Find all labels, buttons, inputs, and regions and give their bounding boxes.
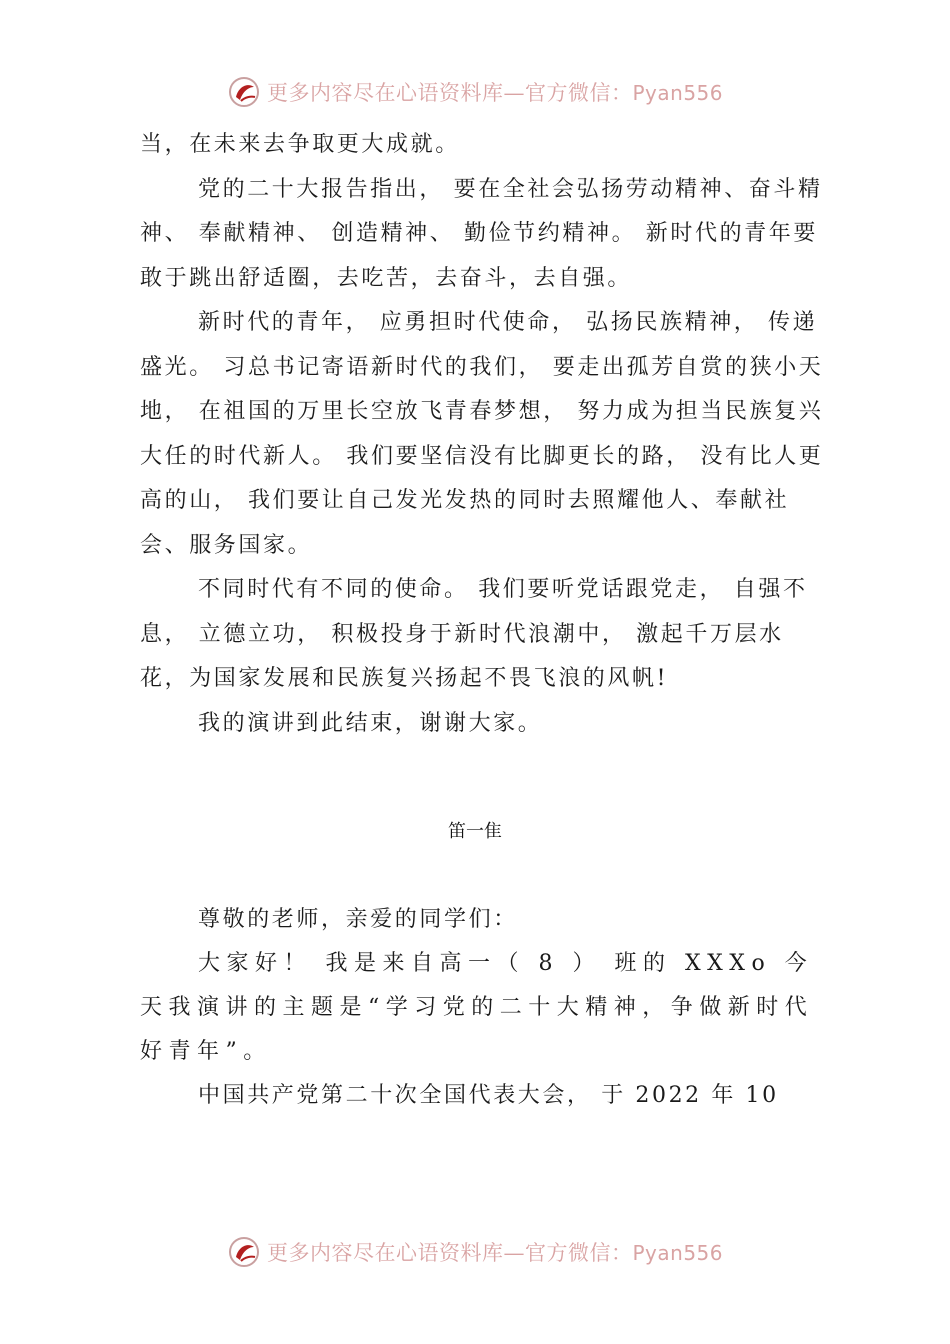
document-body-page1 xyxy=(140,123,830,746)
brand-logo-icon xyxy=(227,1235,261,1269)
brand-logo-icon xyxy=(227,75,261,109)
paragraph: 中国共产党第二十次全国代表大会， 于 2022 年 10 xyxy=(198,1083,779,1108)
footer-watermark xyxy=(0,1232,950,1272)
paragraph: 新时代的青年， 应勇担时代使命， 弘扬民族精神， 传递盛光。 习总书记寄语新时代的我们， 要走出孤芳自赏的狭小天地， 在祖国的万里长空放飞青春梦想， 努力成为担当民族复兴大任的时代新人。 我们要坚信没有比脚更长的路， 没有比人更高的山， 我们要让自己发光发热的同时去照耀他人、奉献社会、服务国家。 xyxy=(140,310,824,558)
paragraph: 我的演讲到此结束，谢谢大家。 xyxy=(198,710,543,736)
paragraph: 当，在未来去争取更大成就。 xyxy=(140,132,460,157)
paragraph: 不同时代有不同的使命。 我们要听党话跟党走， 自强不息， 立德立功， 积极投身于新时代浪潮中， 激起千万层水花，为国家发展和民族复兴扬起不畏飞浪的风帆! xyxy=(140,577,808,691)
watermark-text: 更多内容尽在心语资料库—官方微信：Pyan556 xyxy=(266,1241,723,1265)
salutation: 尊敬的老师，亲爱的同学们： xyxy=(198,907,518,932)
paragraph: 大家好！ 我是来自高一（ 8 ） 班的 XXXo 今天我演讲的主题是“学习党的二十大精神，争做新时代好青年”。 xyxy=(140,951,814,1064)
header-watermark xyxy=(0,72,950,112)
document-body-page2 xyxy=(140,898,830,1118)
watermark-text: 更多内容尽在心语资料库—官方微信：Pyan556 xyxy=(266,81,723,105)
paragraph: 党的二十大报告指出， 要在全社会弘扬劳动精神、奋斗精神、 奉献精神、 创造精神、 勤俭节约精神。 新时代的青年要敢于跳出舒适圈，去吃苦，去奋斗，去自强。 xyxy=(140,176,823,291)
section-title: 笛一隹 xyxy=(448,821,502,842)
